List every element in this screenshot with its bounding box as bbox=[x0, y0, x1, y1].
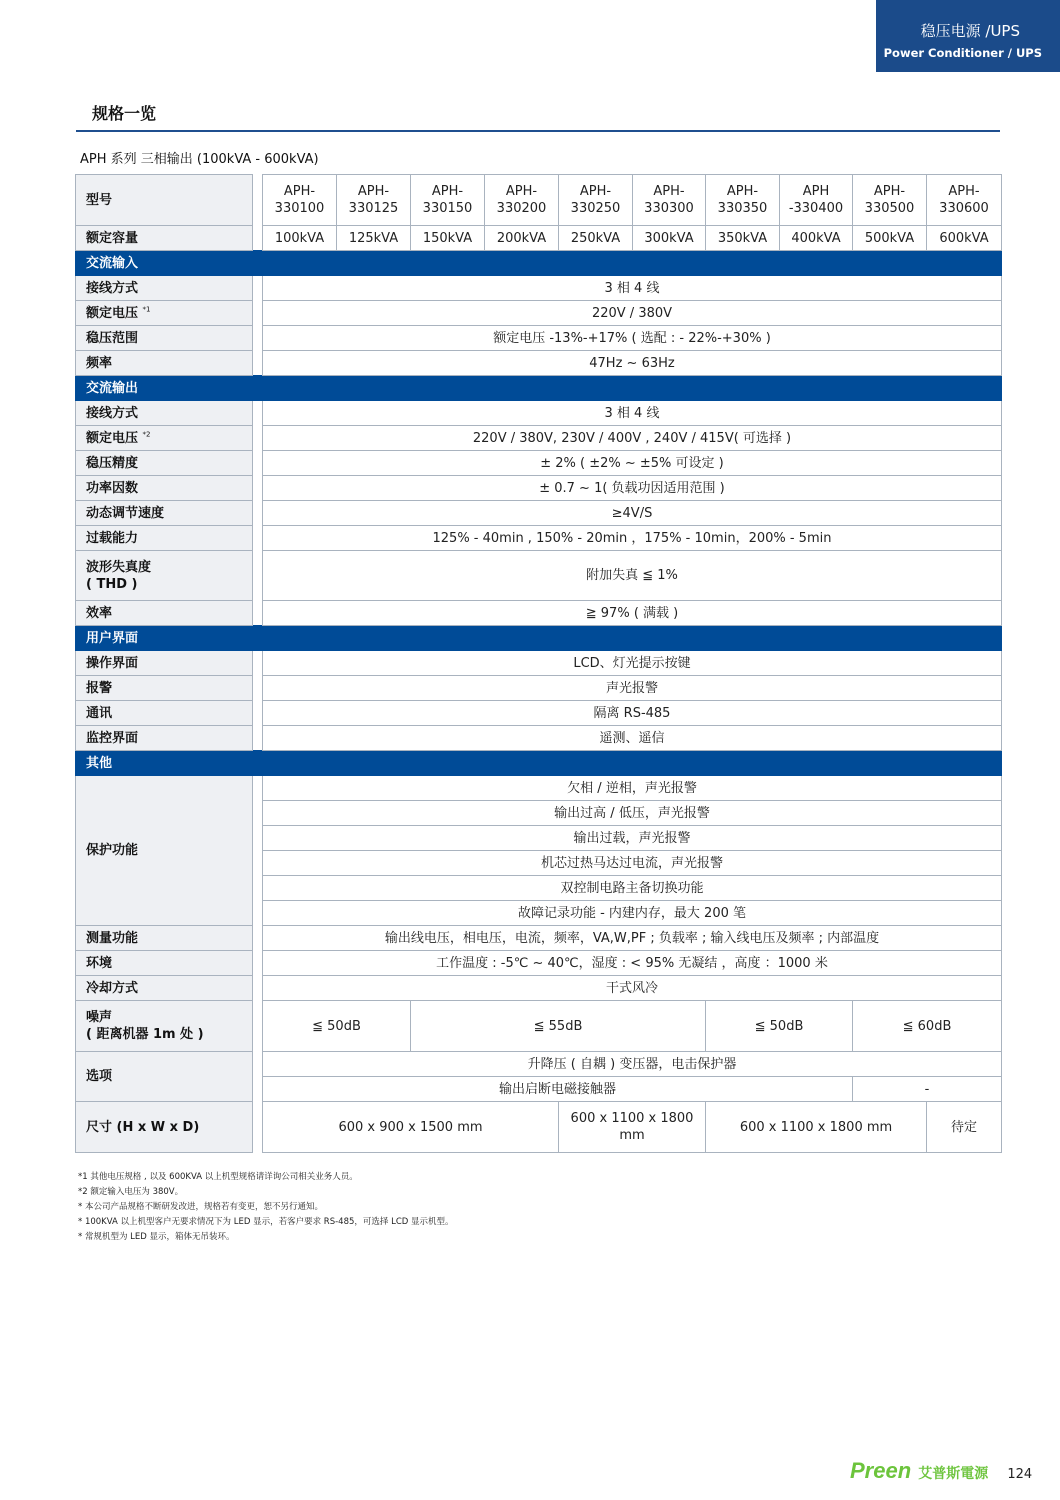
row-label: 接线方式 bbox=[76, 401, 253, 426]
category-header bbox=[876, 0, 1060, 72]
row-label-text: 额定电压 bbox=[86, 430, 139, 446]
row-label: 保护功能 bbox=[76, 776, 253, 926]
row-value: 3 相 4 线 bbox=[263, 401, 1002, 426]
table-title: APH 系列 三相输出 (100kVA - 600kVA) bbox=[80, 152, 319, 167]
footnote: * 常规机型为 LED 显示，箱体无吊装环。 bbox=[78, 1232, 235, 1242]
footnote-mark: *1 bbox=[142, 305, 151, 314]
protection-item: 机芯过热马达过电流，声光报警 bbox=[263, 851, 1002, 876]
size-cell: 待定 bbox=[927, 1102, 1002, 1153]
category-row-other bbox=[76, 751, 1002, 776]
row-value: ± 2% ( ±2% ~ ±5% 可设定 ) bbox=[263, 451, 1002, 476]
spec-row bbox=[76, 451, 1002, 476]
row-label: 功率因数 bbox=[76, 476, 253, 501]
protection-item: 双控制电路主备切换功能 bbox=[263, 876, 1002, 901]
category-title: 用户界面 bbox=[76, 626, 1002, 651]
model-cell: APH- 330600 bbox=[927, 175, 1002, 226]
capacity-cell: 500kVA bbox=[853, 226, 927, 251]
row-value: 220V / 380V bbox=[263, 301, 1002, 326]
row-value: 声光报警 bbox=[263, 676, 1002, 701]
row-value: LCD、灯光提示按键 bbox=[263, 651, 1002, 676]
category-title: 交流输出 bbox=[76, 376, 1002, 401]
row-label: 额定容量 bbox=[76, 226, 253, 251]
spec-row bbox=[76, 401, 1002, 426]
capacity-cell: 150kVA bbox=[411, 226, 485, 251]
spec-row bbox=[76, 276, 1002, 301]
row-value: 3 相 4 线 bbox=[263, 276, 1002, 301]
row-label: 过载能力 bbox=[76, 526, 253, 551]
category-title-cn: 稳压电源 /UPS bbox=[920, 22, 1020, 40]
spec-row bbox=[76, 726, 1002, 751]
spec-row bbox=[76, 351, 1002, 376]
noise-cell: ≦ 50dB bbox=[263, 1001, 411, 1052]
noise-cell: ≦ 60dB bbox=[853, 1001, 1002, 1052]
model-cell: APH- 330200 bbox=[485, 175, 559, 226]
noise-cell: ≦ 50dB bbox=[706, 1001, 853, 1052]
footnote: *2 额定输入电压为 380V。 bbox=[78, 1187, 184, 1197]
capacity-cell: 350kVA bbox=[706, 226, 780, 251]
row-value: 输出线电压，相电压，电流，频率，VA,W,PF ; 负载率 ; 输入线电压及频率 ; 内部温度 bbox=[263, 926, 1002, 951]
option-item: 升降压 ( 自耦 ) 变压器，电击保护器 bbox=[263, 1052, 1002, 1077]
option-item: 输出启断电磁接触器 bbox=[263, 1077, 853, 1102]
protection-item: 输出过载，声光报警 bbox=[263, 826, 1002, 851]
row-value: ≥4V/S bbox=[263, 501, 1002, 526]
capacity-cell: 200kVA bbox=[485, 226, 559, 251]
category-title-en: Power Conditioner / UPS bbox=[883, 46, 1042, 60]
size-cell: 600 x 1100 x 1800 mm bbox=[706, 1102, 927, 1153]
capacity-cell: 400kVA bbox=[780, 226, 853, 251]
model-row bbox=[76, 175, 1002, 226]
spec-row bbox=[76, 926, 1002, 951]
row-label: 环境 bbox=[76, 951, 253, 976]
model-cell: APH- 330500 bbox=[853, 175, 927, 226]
brand-name-cn: 艾普斯電源 bbox=[918, 1466, 989, 1482]
spec-row bbox=[76, 1001, 1002, 1052]
row-value: ± 0.7 ~ 1( 负载功因适用范围 ) bbox=[263, 476, 1002, 501]
section-divider bbox=[76, 130, 1000, 132]
row-value: 附加失真 ≦ 1% bbox=[263, 551, 1002, 601]
category-title: 交流输入 bbox=[76, 251, 1002, 276]
row-label: 操作界面 bbox=[76, 651, 253, 676]
model-cell: APH- 330350 bbox=[706, 175, 780, 226]
capacity-cell: 300kVA bbox=[633, 226, 706, 251]
spec-row bbox=[76, 426, 1002, 451]
protection-item: 输出过高 / 低压，声光报警 bbox=[263, 801, 1002, 826]
capacity-cell: 250kVA bbox=[559, 226, 633, 251]
spec-row bbox=[76, 1102, 1002, 1153]
spec-row bbox=[76, 676, 1002, 701]
option-item: - bbox=[853, 1077, 1002, 1102]
brand-logo: Preen bbox=[850, 1458, 912, 1483]
row-label: 动态调节速度 bbox=[76, 501, 253, 526]
row-label: 冷却方式 bbox=[76, 976, 253, 1001]
model-cell: APH- 330125 bbox=[337, 175, 411, 226]
capacity-cell: 100kVA bbox=[263, 226, 337, 251]
row-value: 220V / 380V, 230V / 400V , 240V / 415V( 可选择 ) bbox=[263, 426, 1002, 451]
page-footer bbox=[850, 1458, 1032, 1484]
spec-row bbox=[76, 301, 1002, 326]
section-title: 规格一览 bbox=[92, 104, 157, 123]
protection-item: 欠相 / 逆相，声光报警 bbox=[263, 776, 1002, 801]
row-label-line: 波形失真度 bbox=[86, 559, 152, 575]
row-label: 接线方式 bbox=[76, 276, 253, 301]
row-label: 监控界面 bbox=[76, 726, 253, 751]
row-label-line: ( 距离机器 1m 处 ) bbox=[86, 1027, 204, 1042]
row-value: 125% - 40min , 150% - 20min ，175% - 10min，200% - 5min bbox=[263, 526, 1002, 551]
spec-row bbox=[76, 776, 1002, 801]
footnote-mark: *2 bbox=[142, 430, 151, 439]
category-title: 其他 bbox=[76, 751, 1002, 776]
row-value: 遥测、遥信 bbox=[263, 726, 1002, 751]
size-cell: 600 x 900 x 1500 mm bbox=[263, 1102, 559, 1153]
spec-row bbox=[76, 951, 1002, 976]
row-label bbox=[76, 1001, 253, 1052]
noise-cell: ≦ 55dB bbox=[411, 1001, 706, 1052]
spec-table bbox=[75, 174, 1002, 1153]
footnote: *1 其他电压规格 , 以及 600KVA 以上机型规格请详询公司相关业务人员。 bbox=[78, 1172, 358, 1182]
row-label-line: 噪声 bbox=[86, 1010, 113, 1025]
category-row-ui bbox=[76, 626, 1002, 651]
row-label bbox=[76, 426, 253, 451]
capacity-cell: 600kVA bbox=[927, 226, 1002, 251]
row-label: 效率 bbox=[76, 601, 253, 626]
spec-row bbox=[76, 976, 1002, 1001]
model-cell: APH -330400 bbox=[780, 175, 853, 226]
row-label: 型号 bbox=[76, 175, 253, 226]
spec-row bbox=[76, 501, 1002, 526]
row-value: 干式风冷 bbox=[263, 976, 1002, 1001]
category-row-ac-output bbox=[76, 376, 1002, 401]
capacity-row bbox=[76, 226, 1002, 251]
footnotes bbox=[78, 1170, 454, 1245]
row-value: 额定电压 -13%-+17% ( 选配 : - 22%-+30% ) bbox=[263, 326, 1002, 351]
category-row-ac-input bbox=[76, 251, 1002, 276]
row-label: 稳压精度 bbox=[76, 451, 253, 476]
row-label bbox=[76, 551, 253, 601]
model-cell: APH- 330100 bbox=[263, 175, 337, 226]
spec-row bbox=[76, 601, 1002, 626]
row-label: 频率 bbox=[76, 351, 253, 376]
spec-row bbox=[76, 326, 1002, 351]
row-label-text: 额定电压 bbox=[86, 305, 139, 321]
spec-row bbox=[76, 551, 1002, 601]
capacity-cell: 125kVA bbox=[337, 226, 411, 251]
spec-row bbox=[76, 1052, 1002, 1077]
page-number: 124 bbox=[1007, 1467, 1033, 1482]
spec-row bbox=[76, 476, 1002, 501]
row-label: 尺寸 (H x W x D) bbox=[76, 1102, 253, 1153]
model-cell: APH- 330300 bbox=[633, 175, 706, 226]
row-label: 通讯 bbox=[76, 701, 253, 726]
row-label-line: ( THD ) bbox=[86, 576, 138, 592]
model-cell: APH- 330150 bbox=[411, 175, 485, 226]
footnote: * 100KVA 以上机型客户无要求情况下为 LED 显示，若客户要求 RS-485，可选择 LCD 显示机型。 bbox=[78, 1217, 454, 1227]
footnote: * 本公司产品规格不断研发改进，规格若有变更，恕不另行通知。 bbox=[78, 1202, 323, 1212]
row-label bbox=[76, 301, 253, 326]
protection-item: 故障记录功能 - 内建内存，最大 200 笔 bbox=[263, 901, 1002, 926]
row-value: ≧ 97% ( 满载 ) bbox=[263, 601, 1002, 626]
row-value: 隔离 RS-485 bbox=[263, 701, 1002, 726]
row-value: 工作温度 : -5℃ ~ 40℃，湿度 : < 95% 无凝结 ，高度 ：1000 米 bbox=[263, 951, 1002, 976]
row-value: 47Hz ~ 63Hz bbox=[263, 351, 1002, 376]
spec-row bbox=[76, 701, 1002, 726]
row-label: 测量功能 bbox=[76, 926, 253, 951]
model-cell: APH- 330250 bbox=[559, 175, 633, 226]
size-cell: 600 x 1100 x 1800 mm bbox=[559, 1102, 706, 1153]
row-label: 报警 bbox=[76, 676, 253, 701]
spec-row bbox=[76, 526, 1002, 551]
row-label: 选项 bbox=[76, 1052, 253, 1102]
row-label: 稳压范围 bbox=[76, 326, 253, 351]
spec-row bbox=[76, 651, 1002, 676]
